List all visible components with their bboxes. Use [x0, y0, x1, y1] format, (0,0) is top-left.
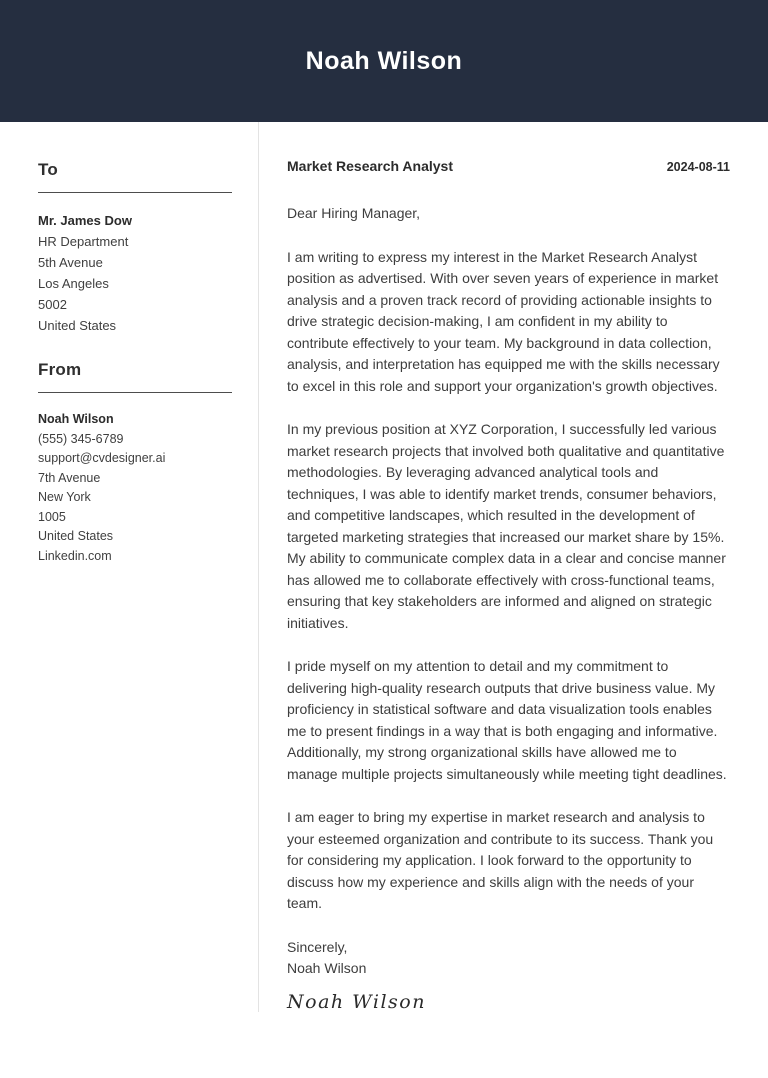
- letter-body: [287, 158, 730, 1013]
- paragraph-3: I pride myself on my attention to detail and my commitment to delivering high-quality research outputs that drive business value. My proficiency in statistical software and data visualization tools enables me to present findings in a way that is both engaging and informative. Additionally, my strong organizational skills have allowed me to manage multiple projects simultaneously while meeting tight deadlines.: [287, 658, 727, 782]
- closing-name: Noah Wilson: [287, 960, 367, 976]
- from-heading: From: [38, 360, 82, 379]
- from-address: [38, 410, 232, 566]
- paragraph-4: I am eager to bring my expertise in market research and analysis to your esteemed organization and contribute to its success. Thank you for considering my application. I look forward to the opportunity to discuss how my experience and skills align with the needs of your team.: [287, 809, 714, 911]
- sender-city: New York: [38, 490, 91, 504]
- sender-street: 7th Avenue: [38, 470, 101, 485]
- letter-date: 2024-08-11: [666, 160, 730, 174]
- from-rule: [38, 392, 232, 393]
- sender-linkedin: Linkedin.com: [38, 548, 112, 563]
- greeting: Dear Hiring Manager,: [287, 205, 421, 221]
- from-section: [38, 360, 232, 566]
- to-heading: To: [38, 160, 58, 179]
- to-rule: [38, 192, 232, 193]
- paragraph-2: In my previous position at XYZ Corporation, I successfully led various market research projects that involved both qualitative and quantitative methodologies. By leveraging advanced analytical tools and techniques, I was able to identify market trends, consumer behaviors, and competitive landscapes, which resulted in the development of targeted marketing strategies that increased our market share by 15%. My ability to communicate complex data in a clear and concise manner has allowed me to collaborate effectively with cross-functional teams, ensuring that key stakeholders are informed and aligned on strategic initiatives.: [287, 421, 726, 631]
- vertical-divider: [258, 122, 259, 1012]
- paragraph-1: I am writing to express my interest in the Market Research Analyst position as advertised. With over seven years of experience in market analysis and a proven track record of providing actionable insights to drive strategic decision-making, I am confident in my ability to contribute effectively to your team. My background in data collection, analysis, and interpretation has equipped me with the skills necessary to excel in this role and support your organization's growth objectives.: [287, 248, 720, 394]
- recipient-street: 5th Avenue: [38, 255, 103, 270]
- letter-head: [287, 158, 730, 174]
- sender-zip: 1005: [38, 509, 66, 524]
- job-title: Market Research Analyst: [287, 158, 454, 174]
- signature: Noah Wilson: [287, 990, 426, 1013]
- candidate-name: Noah Wilson: [305, 46, 463, 75]
- closing-block: [287, 937, 730, 980]
- sender-email: support@cvdesigner.ai: [38, 451, 166, 465]
- recipient-department: HR Department: [38, 234, 129, 249]
- page-header: [0, 0, 768, 122]
- contact-sidebar: [38, 160, 232, 566]
- to-section: [38, 160, 232, 336]
- to-address: [38, 210, 232, 336]
- closing-salutation: Sincerely,: [287, 938, 348, 955]
- sender-country: United States: [38, 529, 114, 543]
- recipient-zip: 5002: [38, 297, 67, 312]
- sender-name: Noah Wilson: [38, 412, 114, 426]
- sender-phone: (555) 345-6789: [38, 431, 124, 446]
- recipient-name: Mr. James Dow: [38, 213, 132, 228]
- recipient-country: United States: [38, 318, 117, 333]
- recipient-city: Los Angeles: [38, 276, 109, 291]
